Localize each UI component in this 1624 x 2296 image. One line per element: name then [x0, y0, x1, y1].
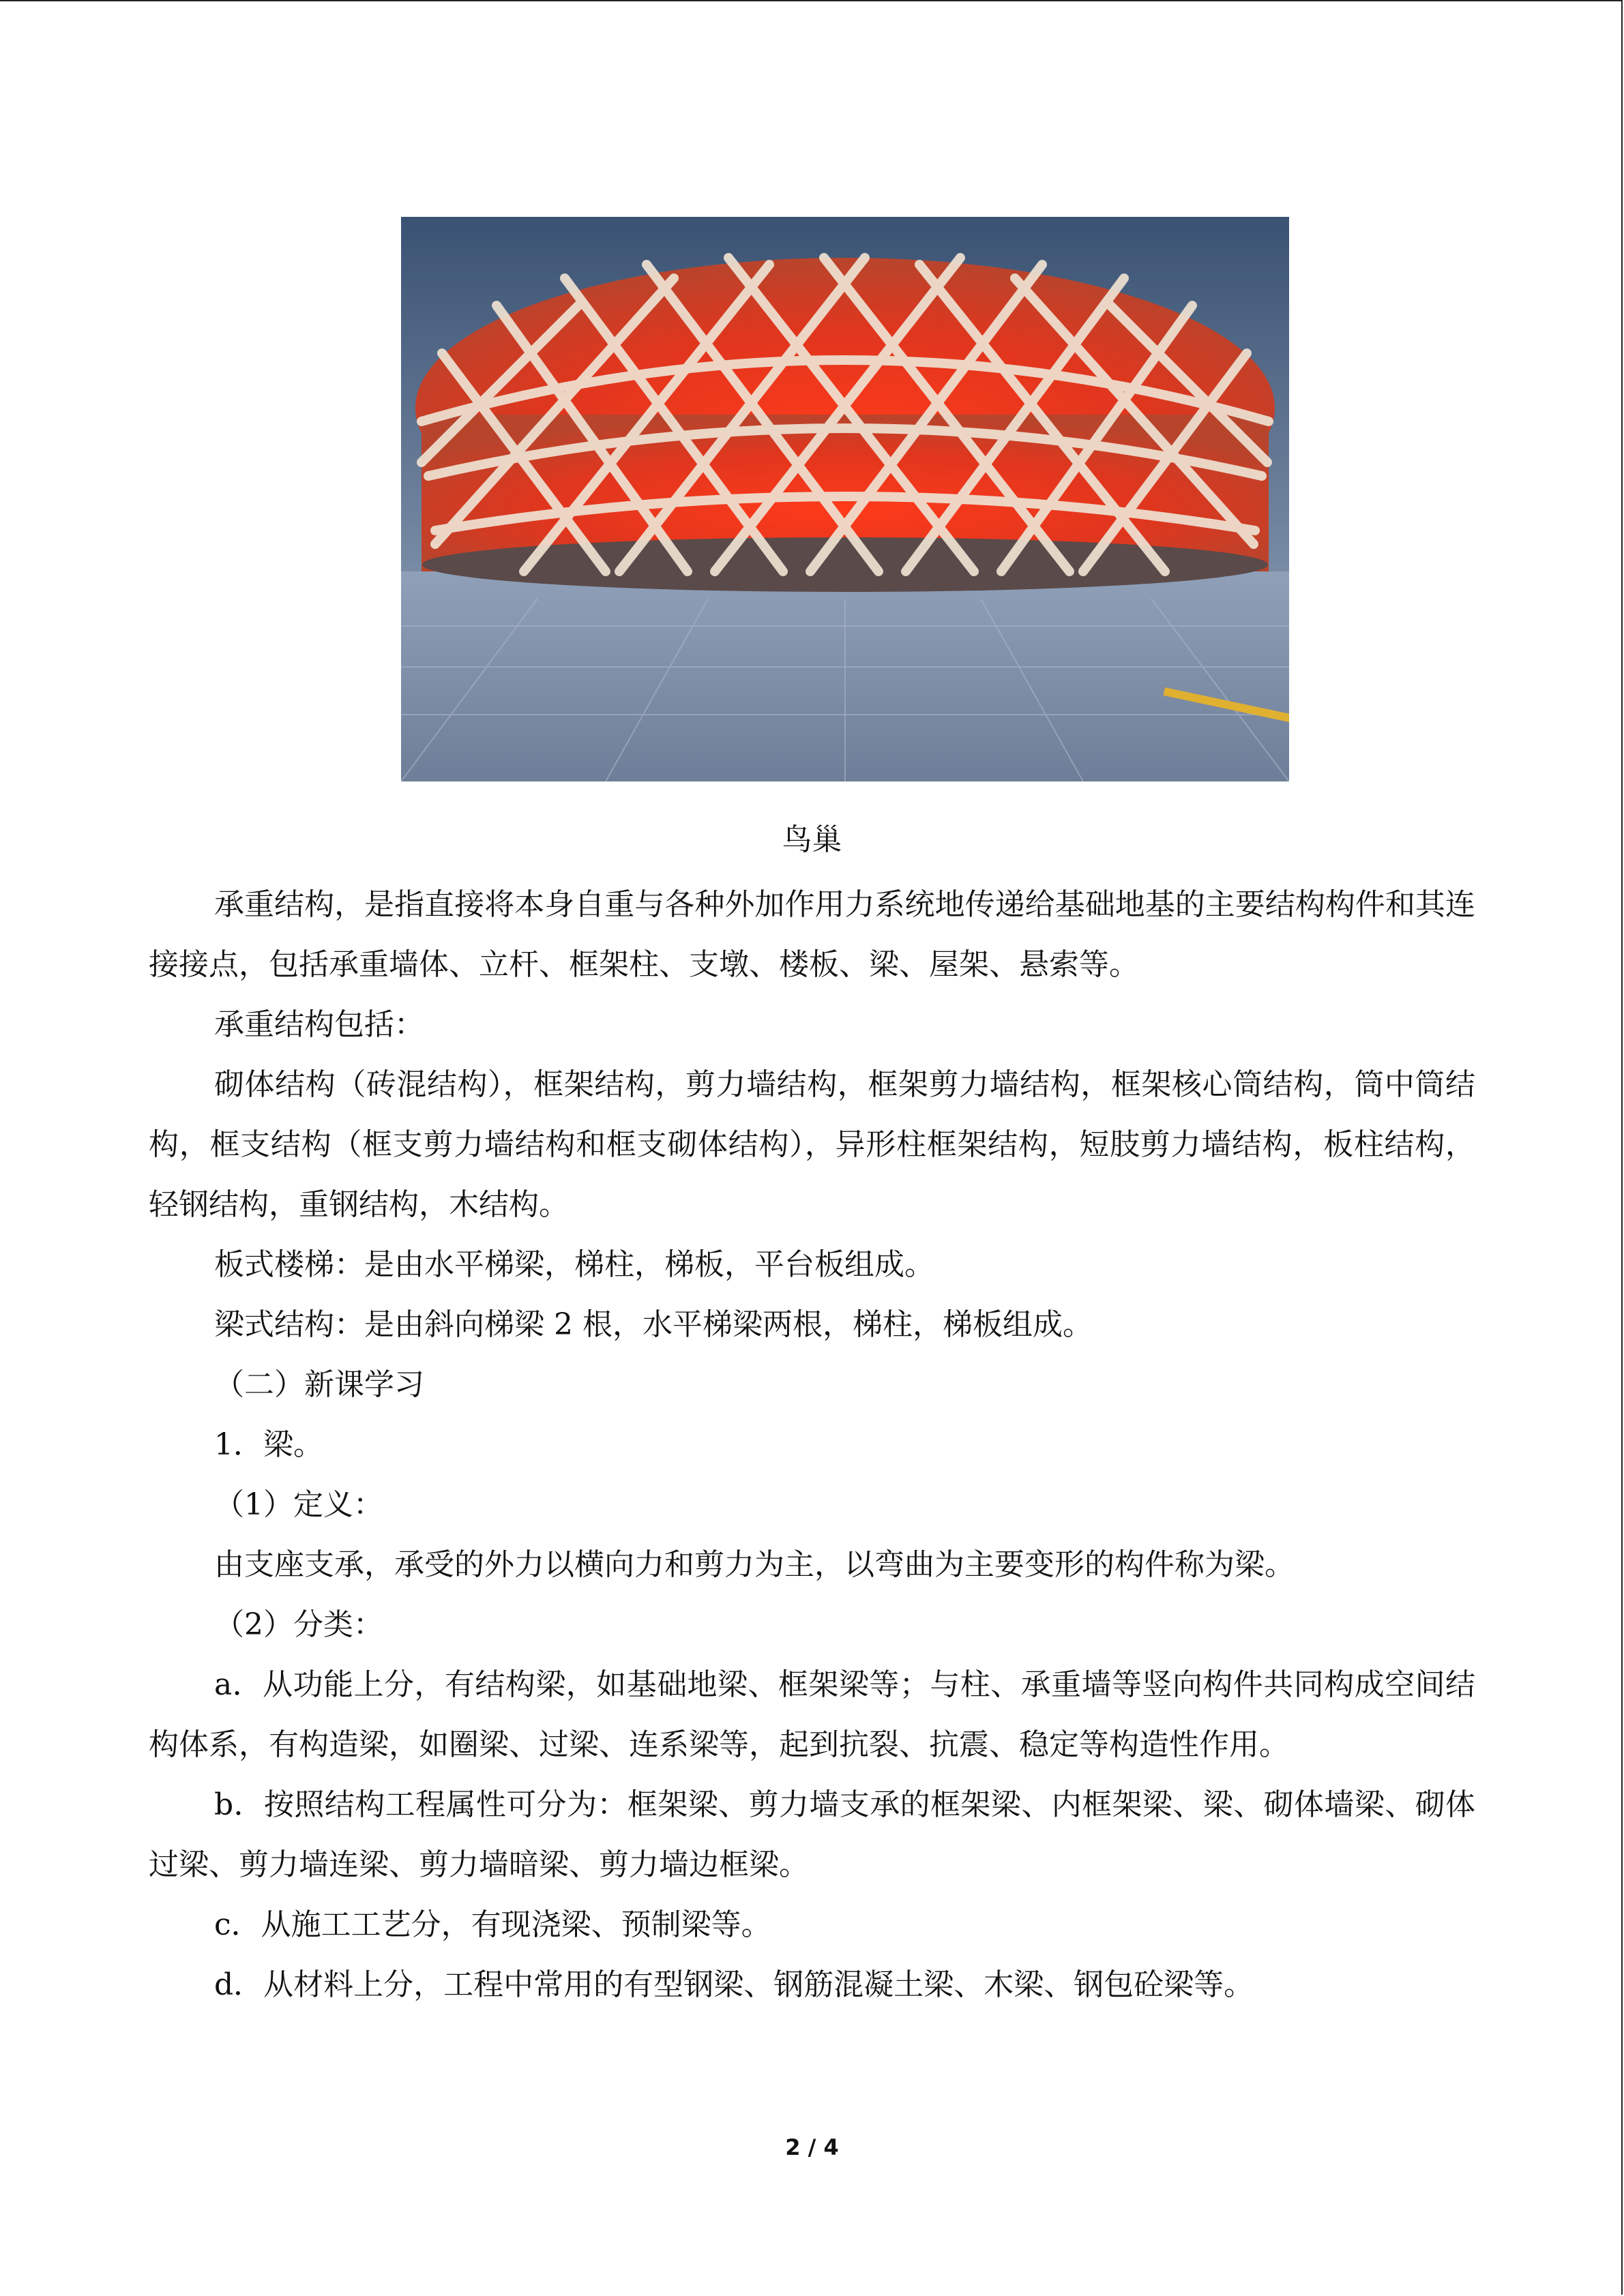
- subsection-heading: （2）分类：: [214, 1607, 383, 1642]
- page-number: 2 / 4: [785, 2134, 839, 2160]
- paragraph: 板式楼梯：是由水平梯梁，梯柱，梯板，平台板组成。: [214, 1247, 934, 1282]
- subsection-heading: （1）定义：: [214, 1487, 383, 1522]
- list-item: b．按照结构工程属性可分为：框架梁、剪力墙支承的框架梁、内框架梁、梁、砌体墙梁、砌体过梁、剪力墙连梁、剪力墙暗梁、剪力墙边框梁。: [149, 1787, 1475, 1882]
- document-body: [149, 875, 1475, 2015]
- birds-nest-image: [401, 217, 1289, 781]
- paragraph: 由支座支承，承受的外力以横向力和剪力为主，以弯曲为主要变形的构件称为梁。: [214, 1547, 1295, 1582]
- list-item: d．从材料上分，工程中常用的有型钢梁、钢筋混凝土梁、木梁、钢包砼梁等。: [214, 1967, 1254, 2002]
- list-item: c．从施工工艺分，有现浇梁、预制梁等。: [214, 1907, 771, 1942]
- paragraph: 承重结构包括：: [214, 1007, 424, 1042]
- paragraph: 砌体结构（砖混结构），框架结构，剪力墙结构，框架剪力墙结构，框架核心筒结构，筒中筒结构，框支结构（框支剪力墙结构和框支砌体结构），异形柱框架结构，短肢剪力墙结构，板柱结构，轻钢结构，重钢结构，木结构。: [149, 1067, 1475, 1222]
- paragraph: 承重结构，是指直接将本身自重与各种外加作用力系统地传递给基础地基的主要结构构件和其连接接点，包括承重墙体、立杆、框架柱、支墩、楼板、梁、屋架、悬索等。: [149, 887, 1475, 982]
- figure-caption: 鸟巢: [782, 822, 842, 857]
- section-heading: （二）新课学习: [214, 1367, 424, 1402]
- subsection-heading: 1．梁。: [214, 1427, 323, 1462]
- paragraph: 梁式结构：是由斜向梯梁 2 根，水平梯梁两根，梯柱，梯板组成。: [214, 1307, 1093, 1342]
- list-item: a．从功能上分，有结构梁，如基础地梁、框架梁等；与柱、承重墙等竖向构件共同构成空间结构体系，有构造梁，如圈梁、过梁、连系梁等，起到抗裂、抗震、稳定等构造性作用。: [149, 1667, 1475, 1762]
- stadium-photo: [401, 217, 1289, 781]
